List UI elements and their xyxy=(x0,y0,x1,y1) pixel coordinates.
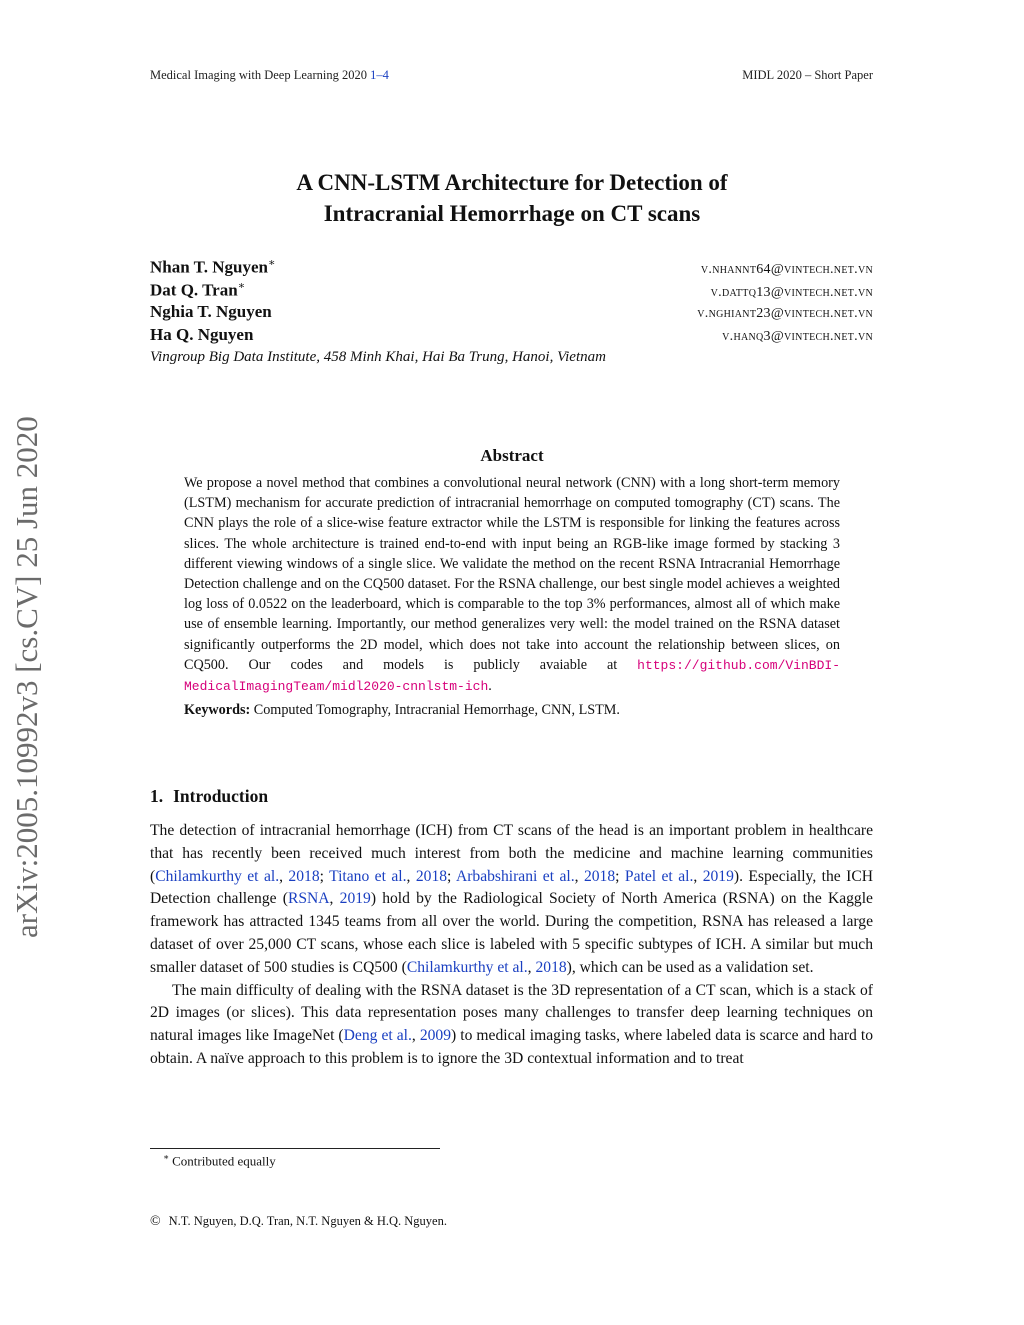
paragraph: The detection of intracranial hemorrhage (ICH) from CT scans of the head is an important problem in healthcare that has recently been received much interest from both the medicine and machine learning communities (Chilamkurthy et al., 2018; Titano et al., 2018; Arbabshirani et al., 2018; Patel et al., 2019). Especially, the ICH Detection challenge (RSNA, 2019) hold by the Radiological Society of North America (RSNA) on the Kaggle framework has attracted 1345 teams from all over the world. During the competition, RSNA has released a large dataset of over 25,000 CT scans, whose each slice is labeled with 5 specific subtypes of ICH. A similar but much smaller dataset of 500 studies is CQ500 (Chilamkurthy et al., 2018), which can be used as a validation set. xyxy=(150,822,873,976)
citation-year-link[interactable]: 2018 xyxy=(583,867,616,885)
citation-year-link[interactable]: 2019 xyxy=(339,890,371,908)
footnote-divider xyxy=(150,1148,440,1149)
author-row xyxy=(150,279,873,302)
venue-text: Medical Imaging with Deep Learning 2020 xyxy=(150,68,367,82)
page-range-link[interactable]: 1–4 xyxy=(370,68,389,82)
author-block xyxy=(150,256,873,366)
code-repository-link[interactable]: https://github.com/VinBDI-MedicalImagingTeam/midl2020-cnnlstm-ich xyxy=(184,657,840,695)
section-heading xyxy=(150,786,268,807)
author-name: Ha Q. Nguyen xyxy=(150,325,254,344)
title-line-1: A CNN-LSTM Architecture for Detection of xyxy=(296,170,728,195)
citation-year-link[interactable]: 2019 xyxy=(702,867,734,885)
citation-link[interactable]: Patel et al. xyxy=(624,867,694,885)
citation-year-link[interactable]: 2018 xyxy=(535,958,567,976)
affiliation: Vingroup Big Data Institute, 458 Minh Khai, Hai Ba Trung, Hanoi, Vietnam xyxy=(150,349,606,365)
citation-year-link[interactable]: 2018 xyxy=(415,867,448,885)
footnote-text: Contributed equally xyxy=(172,1153,276,1169)
citation-link[interactable]: Chilamkurthy et al. xyxy=(406,958,528,976)
citation-year-link[interactable]: 2018 xyxy=(288,867,320,885)
introduction-body xyxy=(150,820,873,1071)
abstract-body: We propose a novel method that combines a convolutional neural network (CNN) with a long short-term memory (LSTM) mechanism for accurate prediction of intracranial hemorrhage on computed tomography (CT) scans. The CNN plays the role of a slice-wise feature extractor while the LSTM is responsible for linking the features across slices. The whole architecture is trained end-to-end with input being an RGB-like image formed by stacking 3 different viewing windows of a single slice. We validate the method on the recent RSNA Intracranial Hemorrhage Detection challenge and on the CQ500 dataset. For the RSNA challenge, our best single model achieves a weighted log loss of 0.0522 on the leaderboard, which is comparable to the top 3% performances, almost all of which make use of ensemble learning. Importantly, our method generalizes very well: the model trained on the RSNA dataset significantly outperforms the 2D model, which does not take into account the relationship between slices, on CQ500. Our codes and models is publicly avaiable at https://github.com/VinBDI-MedicalImagingTeam/midl2020-cnnlstm-ich. Keywords: Computed Tomography, Intracranial Hemorrhage, CNN, LSTM. xyxy=(184,473,840,720)
section-number: 1. xyxy=(150,786,164,806)
author-row xyxy=(150,325,873,348)
equal-contribution-mark: ∗ xyxy=(267,257,276,269)
citation-link[interactable]: Deng et al. xyxy=(343,1027,412,1045)
copyright-icon: © xyxy=(150,1214,161,1229)
author-row xyxy=(150,256,873,279)
author-email[interactable]: v.nghiant23@vintech.net.vn xyxy=(697,306,873,321)
keywords-label: Keywords: xyxy=(184,702,251,719)
citation-link[interactable]: Titano et al. xyxy=(329,867,407,885)
citation-year-link[interactable]: 2009 xyxy=(419,1027,452,1045)
running-head-left xyxy=(150,68,389,83)
copyright-text: N.T. Nguyen, D.Q. Tran, N.T. Nguyen & H.Q. Nguyen. xyxy=(168,1214,447,1228)
author-email[interactable]: v.dattq13@vintech.net.vn xyxy=(710,284,873,300)
author-name: Nghia T. Nguyen xyxy=(150,302,272,321)
author-email[interactable]: v.nhannt64@vintech.net.vn xyxy=(700,261,873,277)
equal-contribution-mark: ∗ xyxy=(237,280,246,292)
citation-link[interactable]: Arbabshirani et al. xyxy=(455,867,575,885)
copyright-line xyxy=(150,1214,447,1230)
keywords-text: Computed Tomography, Intracranial Hemorrhage, CNN, LSTM. xyxy=(253,702,620,719)
keywords xyxy=(184,700,840,720)
paragraph: The main difficulty of dealing with the RSNA dataset is the 3D representation of a CT scan, which is a stack of 2D images (or slices). This data representation poses many challenges to transfer deep learning techniques on natural images like ImageNet (Deng et al., 2009) to medical imaging tasks, where labeled data is scarce and hard to obtain. A naïve approach to this problem is to ignore the 3D contextual information and to treat xyxy=(150,981,874,1067)
citation-link[interactable]: Chilamkurthy et al. xyxy=(155,867,280,885)
author-name: Nhan T. Nguyen∗ xyxy=(150,257,276,277)
abstract-heading: Abstract xyxy=(480,446,544,465)
author-email[interactable]: v.hanq3@vintech.net.vn xyxy=(722,329,873,344)
footnote-mark: ∗ xyxy=(163,1152,170,1162)
title-line-2: Intracranial Hemorrhage on CT scans xyxy=(323,201,701,226)
running-head-right: MIDL 2020 – Short Paper xyxy=(742,68,873,82)
footnote xyxy=(163,1152,276,1169)
citation-link[interactable]: RSNA xyxy=(287,890,330,908)
author-row xyxy=(150,302,873,325)
paper-title xyxy=(0,167,1024,229)
author-name: Dat Q. Tran∗ xyxy=(150,280,246,300)
section-title: Introduction xyxy=(173,786,269,806)
arxiv-stamp: arXiv:2005.10992v3 [cs.CV] 25 Jun 2020 xyxy=(9,416,44,938)
abstract-text: We propose a novel method that combines a convolutional neural network (CNN) with a long short-term memory (LSTM) mechanism for accurate prediction of intracranial hemorrhage on computed tomography (CT) scans. The CNN plays the role of a slice-wise feature extractor while the LSTM is responsible for linking the features across slices. The whole architecture is trained end-to-end with input being an RGB-like image formed by stacking 3 different viewing windows of a single slice. We validate the method on the recent RSNA Intracranial Hemorrhage Detection challenge and on the CQ500 dataset. For the RSNA challenge, our best single model achieves a weighted log loss of 0.0522 on the leaderboard, which is comparable to the top 3% performances, almost all of which make use of ensemble learning. Importantly, our method generalizes very well: the model trained on the RSNA dataset significantly outperforms the 2D model, which does not take into account the relationship between slices, on CQ500. Our codes and models is publicly avaiable at xyxy=(184,475,840,673)
